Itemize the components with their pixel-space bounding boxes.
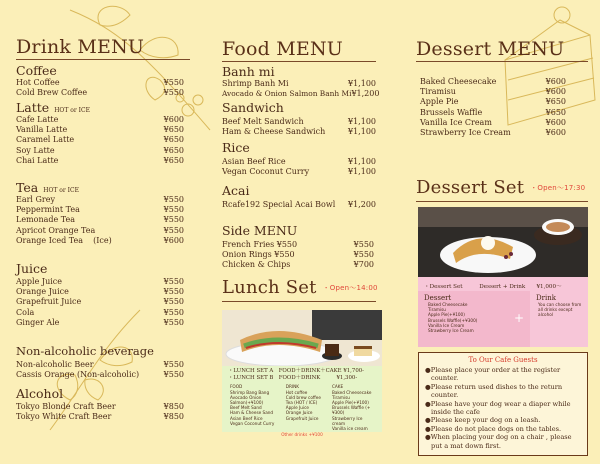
list-item <box>16 318 184 328</box>
side-list <box>222 240 374 271</box>
item-price: ¥550 <box>353 250 374 260</box>
food-menu-rule <box>222 61 376 62</box>
item-name: Vanilla Ice Cream <box>420 117 492 127</box>
item-name: Cola <box>16 307 35 317</box>
item-price: ¥550 <box>163 277 184 286</box>
item-name: Hot Coffee <box>16 78 60 87</box>
lunch-set-a: ・LUNCH SET A FOOD＋DRINK＋CAKE ¥1,700- <box>228 368 365 374</box>
list-item <box>420 97 566 107</box>
list-item <box>222 250 374 260</box>
item-name: Cafe Latte <box>16 115 59 124</box>
item-price: ¥550 <box>163 215 184 225</box>
list-item: Vanilla ice cream <box>331 426 368 432</box>
list-item <box>16 205 184 215</box>
item-name: Vegan Coconut Curry <box>222 167 310 177</box>
item-price: ¥550 <box>163 307 184 317</box>
tea-heading: Tea HOT or ICE <box>16 180 80 195</box>
list-item: ●Please keep your dog on a leash. <box>425 416 541 425</box>
lunch-food-label: FOOD <box>230 384 243 390</box>
list-item <box>16 370 184 380</box>
item-price: ¥550 <box>163 88 184 98</box>
item-name: Soy Latte <box>16 145 55 155</box>
list-item <box>222 127 376 137</box>
item-price: ¥600 <box>163 115 184 124</box>
list-item <box>222 260 374 270</box>
item-name: Tiramisu <box>420 87 456 97</box>
list-item: ●Please do not place dogs on the tables. <box>425 424 562 433</box>
acai-list <box>222 200 376 210</box>
item-price: ¥550 <box>163 317 184 327</box>
banhmi-heading: Banh mi <box>222 64 275 79</box>
list-item <box>420 128 566 138</box>
list-item <box>222 79 376 89</box>
list-item <box>16 115 184 125</box>
list-item: Cold brew coffee <box>285 394 321 400</box>
list-item <box>16 360 184 370</box>
item-name: Ham & Cheese Sandwich <box>222 127 326 137</box>
item-price: ¥650 <box>163 155 184 165</box>
acai-heading: Acai <box>222 183 250 198</box>
item-name: Non-alcoholic Beer <box>16 360 94 369</box>
dessert-open-hours: ・Open～17:30 <box>530 184 586 192</box>
item-price: ¥550 <box>163 297 184 307</box>
item-name: Chicken & Chips <box>222 260 291 270</box>
list-item: Asian Beef Rice <box>230 415 263 421</box>
item-price: ¥1,100 <box>348 157 376 166</box>
list-item <box>420 108 566 118</box>
item-name: Onion Rings ¥550 <box>222 250 295 260</box>
coffee-list <box>16 78 184 98</box>
list-item: Baked Cheesecake <box>331 389 372 395</box>
list-item: ●When placing your dog on a chair , please put a mat down first. <box>425 433 572 450</box>
list-item <box>16 287 184 297</box>
list-item: Vanilla Ice Cream <box>428 322 465 328</box>
item-name: Orange Iced Tea (Ice) <box>16 235 112 245</box>
list-item <box>16 226 184 236</box>
list-item <box>16 88 184 98</box>
item-price: ¥1,100 <box>348 79 376 88</box>
item-name: Apple Pie <box>420 97 459 107</box>
sandwich-heading: Sandwich <box>222 100 284 115</box>
item-name: Grapefruit Juice <box>16 297 82 307</box>
dessert-list <box>420 77 566 138</box>
list-item: Apple Juice <box>285 405 309 411</box>
item-name: Asian Beef Rice <box>222 157 286 166</box>
item-name: Apricot Orange Tea <box>16 225 96 235</box>
item-name: Avocado & Onion Salmon Banh Mi <box>222 89 352 99</box>
dessert-set-drink-label: Drink <box>536 294 556 302</box>
item-name: Beef Melt Sandwich <box>222 117 304 126</box>
item-name: Chai Latte <box>16 155 59 165</box>
list-item: Orange Juice <box>285 410 313 416</box>
banhmi-list <box>222 79 380 99</box>
lunch-set-panel <box>222 366 382 438</box>
item-price: ¥550 <box>163 205 184 215</box>
latte-heading: Latte HOT or ICE <box>16 100 90 115</box>
list-item <box>16 215 184 225</box>
item-name: Strawberry Ice Cream <box>420 128 511 138</box>
list-item <box>222 240 374 250</box>
list-item: Tea (HOT / ICE) <box>285 400 318 406</box>
list-item: ●Please return used dishes to the return counter. <box>425 382 563 400</box>
alcohol-heading: Alcohol <box>16 386 64 401</box>
item-name: Rcafe192 Special Acai Bowl <box>222 200 336 209</box>
item-name: Orange Juice <box>16 287 69 297</box>
dessert-set-title: Dessert Set ・Open～17:30 <box>416 177 586 198</box>
item-price: ¥550 <box>163 360 184 369</box>
dessert-set-panel: ・Dessert Set Dessert + Drink ¥1,000～ Dessert Baked Cheesecake Tiramisu Apple Pie(+¥100) Brussels Waffle(+¥300) Vanilla Ice Cream Strawberry Ice Cream + Drink You can choose from all drinks except alcohol <box>418 277 588 347</box>
lunch-drink-label: DRINK <box>285 384 300 390</box>
list-item <box>420 118 566 128</box>
list-item <box>16 308 184 318</box>
nonalcoholic-heading: Non-alcoholic beverage <box>16 344 154 358</box>
latte-list <box>16 115 184 166</box>
tea-list <box>16 195 184 246</box>
item-price: ¥1,200 <box>348 200 376 209</box>
dessert-set-rule <box>416 201 588 202</box>
item-price: ¥550 <box>163 225 184 235</box>
guest-notice-box <box>418 352 588 456</box>
list-item <box>16 297 184 307</box>
list-item <box>16 125 184 135</box>
list-item <box>16 78 184 88</box>
item-price: ¥700 <box>353 260 374 270</box>
lunch-cake-label: CAKE <box>331 384 344 390</box>
list-item: Ham & Cheese Sand <box>230 410 274 416</box>
list-item: Baked Cheesecake <box>428 302 468 307</box>
list-item: Strawberry Ice Cream <box>428 328 474 334</box>
list-item <box>222 200 376 210</box>
sandwich-list <box>222 117 376 137</box>
drink-menu-title: Drink MENU <box>16 36 145 58</box>
list-item: Apple Pie(+¥100) <box>331 400 369 406</box>
item-price: ¥550 <box>353 240 374 249</box>
item-price: ¥550 <box>163 370 184 380</box>
item-price: ¥650 <box>163 135 184 145</box>
rice-list <box>222 157 376 177</box>
list-item: Shrimp Bang Bang <box>230 389 270 395</box>
item-price: ¥600 <box>545 77 566 86</box>
item-name: French Fries ¥550 <box>222 240 298 249</box>
dessert-photo <box>418 207 588 277</box>
lunch-set-title: Lunch Set ・Open～14:00 <box>222 277 378 298</box>
drink-menu-rule <box>16 59 190 60</box>
list-item <box>222 89 380 99</box>
dessert-set-header: ・Dessert Set Dessert + Drink ¥1,000～ <box>424 284 562 290</box>
list-item: Grapefruit Juice <box>285 415 319 421</box>
item-price: ¥850 <box>163 402 184 411</box>
list-item <box>16 412 184 422</box>
item-price: ¥600 <box>545 87 566 97</box>
list-item <box>16 135 184 145</box>
list-item <box>16 236 184 246</box>
dessert-menu-rule <box>416 61 588 62</box>
item-price: ¥550 <box>163 287 184 297</box>
item-price: ¥650 <box>163 125 184 135</box>
item-name: Brussels Waffle <box>420 107 483 117</box>
nonalcoholic-list <box>16 360 184 380</box>
rice-heading: Rice <box>222 140 250 155</box>
dessert-menu-title: Dessert MENU <box>416 38 565 60</box>
list-item: Apple Pie(+¥100) <box>428 312 465 318</box>
list-item: Hot coffee <box>285 389 308 395</box>
list-item: Brussels Waffle (+¥300) <box>331 405 371 416</box>
item-name: Cold Brew Coffee <box>16 88 88 98</box>
list-item: ●Please place your order at the register counter. <box>425 366 561 383</box>
item-price: ¥650 <box>545 97 566 107</box>
list-item <box>16 277 184 287</box>
item-name: Tokyo Blonde Craft Beer <box>16 402 116 411</box>
item-name: Cassis Orange (Non-alcoholic) <box>16 370 140 380</box>
item-price: ¥600 <box>545 128 566 138</box>
list-item: Tiramisu <box>331 394 350 400</box>
item-price: ¥1,100 <box>348 117 376 126</box>
item-name: Peppermint Tea <box>16 205 80 215</box>
lunch-open-hours: ・Open～14:00 <box>322 284 378 292</box>
food-menu-title: Food MENU <box>222 38 343 60</box>
list-item <box>16 156 184 166</box>
list-item <box>222 167 376 177</box>
item-price: ¥550 <box>163 78 184 87</box>
list-item <box>16 195 184 205</box>
guest-notice-title: To Our Cafe Guests <box>468 356 538 364</box>
list-item: Beef Melt Sand <box>230 405 262 411</box>
item-price: ¥1,100 <box>348 167 376 177</box>
side-menu-heading: Side MENU <box>222 223 298 238</box>
item-price: ¥1,200 <box>351 89 380 99</box>
alcohol-list <box>16 402 184 422</box>
item-price: ¥600 <box>545 117 566 127</box>
list-item <box>16 146 184 156</box>
dessert-set-dessert-label: Dessert <box>424 294 452 302</box>
item-name: Apple Juice <box>16 277 62 286</box>
list-item: ●Please have your dog wear a diaper while inside the cafe <box>425 399 571 417</box>
list-item <box>420 77 566 87</box>
lunch-set-b: ・LUNCH SET B FOOD＋DRINK ¥1,300- <box>228 375 358 382</box>
item-price: ¥850 <box>163 412 184 422</box>
juice-heading: Juice <box>16 261 48 276</box>
lunch-photo <box>222 310 382 366</box>
item-name: Shrimp Banh Mi <box>222 79 289 88</box>
list-item: Brussels Waffle(+¥300) <box>428 317 478 323</box>
lunch-set-rule <box>222 301 376 302</box>
item-price: ¥650 <box>163 145 184 155</box>
item-name: Lemonade Tea <box>16 215 75 225</box>
list-item: Strawberry Ice cream <box>331 415 363 426</box>
item-name: Caramel Latte <box>16 135 75 145</box>
item-price: ¥550 <box>163 195 184 204</box>
list-item: Vegan Coconut Curry <box>230 420 275 426</box>
list-item <box>420 87 566 97</box>
plus-sign: + <box>514 311 525 325</box>
list-item: Tiramisu <box>428 307 446 313</box>
lunch-note: Other drinks +¥100 <box>281 432 323 438</box>
list-item <box>222 117 376 127</box>
item-price: ¥1,100 <box>348 127 376 137</box>
item-name: Tokyo White Craft Beer <box>16 412 112 422</box>
item-name: Vanilla Latte <box>16 125 68 135</box>
coffee-heading: Coffee <box>16 63 57 78</box>
item-price: ¥600 <box>163 235 184 245</box>
item-name: Baked Cheesecake <box>420 77 497 86</box>
list-item <box>222 157 376 167</box>
item-price: ¥650 <box>545 107 566 117</box>
item-name: Earl Grey <box>16 195 56 204</box>
list-item: Avocado Onion Salmon(+¥100) <box>230 394 264 406</box>
item-name: Ginger Ale <box>16 317 60 327</box>
list-item <box>16 402 184 412</box>
juice-list <box>16 277 184 328</box>
